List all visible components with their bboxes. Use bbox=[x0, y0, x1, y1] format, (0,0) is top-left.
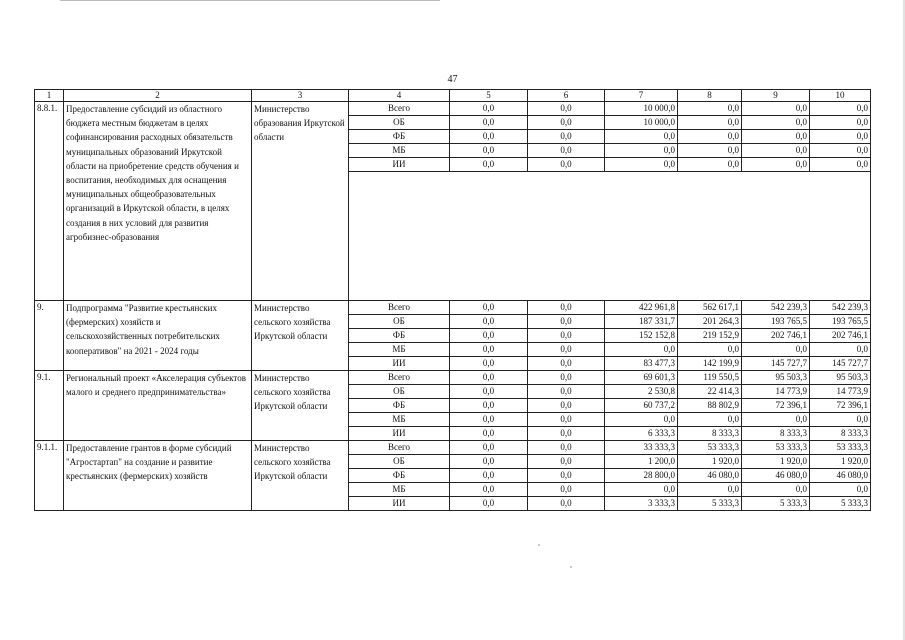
amount-cell: 0,0 bbox=[605, 343, 678, 357]
amount-cell: 0,0 bbox=[450, 343, 528, 357]
table-row bbox=[35, 371, 871, 385]
amount-cell: 422 961,8 bbox=[605, 301, 678, 315]
amount-cell: 542 239,3 bbox=[810, 301, 871, 315]
amount-cell: 0,0 bbox=[528, 357, 605, 371]
column-header: 6 bbox=[528, 90, 605, 102]
amount-cell: 0,0 bbox=[528, 329, 605, 343]
funding-source: ОБ bbox=[349, 315, 450, 329]
amount-cell: 95 503,3 bbox=[810, 371, 871, 385]
amount-cell: 202 746,1 bbox=[810, 329, 871, 343]
amount-cell: 5 333,3 bbox=[678, 497, 742, 511]
amount-cell: 0,0 bbox=[605, 130, 678, 144]
funding-source: ИИ bbox=[349, 158, 450, 172]
funding-source: ОБ bbox=[349, 385, 450, 399]
amount-cell: 0,0 bbox=[678, 102, 742, 116]
amount-cell: 1 920,0 bbox=[742, 455, 810, 469]
amount-cell: 0,0 bbox=[450, 497, 528, 511]
amount-cell: 1 200,0 bbox=[605, 455, 678, 469]
funding-source: ИИ bbox=[349, 497, 450, 511]
funding-source: МБ bbox=[349, 144, 450, 158]
amount-cell: 0,0 bbox=[450, 329, 528, 343]
amount-cell: 542 239,3 bbox=[742, 301, 810, 315]
amount-cell: 0,0 bbox=[605, 158, 678, 172]
amount-cell: 0,0 bbox=[605, 144, 678, 158]
amount-cell: 0,0 bbox=[450, 102, 528, 116]
column-header: 7 bbox=[605, 90, 678, 102]
amount-cell: 53 333,3 bbox=[678, 441, 742, 455]
amount-cell: 0,0 bbox=[810, 102, 871, 116]
amount-cell: 8 333,3 bbox=[742, 427, 810, 441]
amount-cell: 28 800,0 bbox=[605, 469, 678, 483]
amount-cell: 14 773,9 bbox=[810, 385, 871, 399]
budget-table bbox=[34, 89, 871, 511]
funding-source: Всего bbox=[349, 301, 450, 315]
amount-cell: 0,0 bbox=[528, 413, 605, 427]
table-row bbox=[35, 441, 871, 455]
amount-cell: 0,0 bbox=[742, 116, 810, 130]
amount-cell: 0,0 bbox=[810, 116, 871, 130]
amount-cell: 10 000,0 bbox=[605, 102, 678, 116]
amount-cell: 0,0 bbox=[528, 497, 605, 511]
amount-cell: 0,0 bbox=[528, 469, 605, 483]
amount-cell: 0,0 bbox=[450, 116, 528, 130]
funding-source: ИИ bbox=[349, 427, 450, 441]
amount-cell: 53 333,3 bbox=[810, 441, 871, 455]
amount-cell: 0,0 bbox=[678, 144, 742, 158]
amount-cell: 145 727,7 bbox=[742, 357, 810, 371]
row-organization: Министерство образования Иркутской области bbox=[252, 102, 349, 301]
amount-cell: 0,0 bbox=[810, 144, 871, 158]
funding-source: МБ bbox=[349, 413, 450, 427]
amount-cell: 0,0 bbox=[742, 102, 810, 116]
amount-cell: 0,0 bbox=[810, 130, 871, 144]
amount-cell: 0,0 bbox=[528, 385, 605, 399]
amount-cell: 0,0 bbox=[605, 483, 678, 497]
amount-cell: 0,0 bbox=[742, 144, 810, 158]
row-code: 9.1.1. bbox=[35, 441, 64, 511]
amount-cell: 0,0 bbox=[450, 371, 528, 385]
amount-cell: 0,0 bbox=[742, 413, 810, 427]
scan-edge-top bbox=[60, 0, 440, 1]
amount-cell: 0,0 bbox=[528, 158, 605, 172]
amount-cell: 0,0 bbox=[528, 343, 605, 357]
amount-cell: 0,0 bbox=[678, 130, 742, 144]
column-header: 5 bbox=[450, 90, 528, 102]
funding-source: Всего bbox=[349, 441, 450, 455]
amount-cell: 187 331,7 bbox=[605, 315, 678, 329]
amount-cell: 10 000,0 bbox=[605, 116, 678, 130]
amount-cell: 6 333,3 bbox=[605, 427, 678, 441]
column-header: 10 bbox=[810, 90, 871, 102]
row-organization: Министерство сельского хозяйства Иркутской области bbox=[252, 301, 349, 371]
funding-source: ФБ bbox=[349, 329, 450, 343]
amount-cell: 0,0 bbox=[810, 158, 871, 172]
table-row bbox=[35, 102, 871, 116]
row-description: Предоставление грантов в форме субсидий "Агростартап" на создание и развитие крестьянских (фермерских) хозяйств bbox=[64, 441, 252, 511]
funding-source: ИИ bbox=[349, 357, 450, 371]
row-code: 8.8.1. bbox=[35, 102, 64, 301]
amount-cell: 0,0 bbox=[678, 413, 742, 427]
amount-cell: 0,0 bbox=[528, 483, 605, 497]
page-number: 47 bbox=[447, 74, 458, 85]
amount-cell: 0,0 bbox=[450, 301, 528, 315]
amount-cell: 0,0 bbox=[742, 130, 810, 144]
amount-cell: 5 333,3 bbox=[742, 497, 810, 511]
amount-cell: 0,0 bbox=[450, 469, 528, 483]
amount-cell: 0,0 bbox=[450, 130, 528, 144]
amount-cell: 142 199,9 bbox=[678, 357, 742, 371]
column-header-row bbox=[35, 90, 871, 102]
amount-cell: 83 477,3 bbox=[605, 357, 678, 371]
amount-cell: 0,0 bbox=[450, 399, 528, 413]
amount-cell: 0,0 bbox=[528, 315, 605, 329]
amount-cell: 0,0 bbox=[605, 413, 678, 427]
amount-cell: 33 333,3 bbox=[605, 441, 678, 455]
amount-cell: 72 396,1 bbox=[742, 399, 810, 413]
funding-source: ФБ bbox=[349, 130, 450, 144]
amount-cell: 0,0 bbox=[810, 413, 871, 427]
amount-cell: 0,0 bbox=[528, 130, 605, 144]
amount-cell: 0,0 bbox=[742, 158, 810, 172]
amount-cell: 0,0 bbox=[450, 455, 528, 469]
amount-cell: 0,0 bbox=[450, 385, 528, 399]
amount-cell: 0,0 bbox=[528, 102, 605, 116]
amount-cell: 0,0 bbox=[450, 483, 528, 497]
amount-cell: 0,0 bbox=[810, 343, 871, 357]
amount-cell: 0,0 bbox=[678, 158, 742, 172]
amount-cell: 152 152,8 bbox=[605, 329, 678, 343]
amount-cell: 0,0 bbox=[450, 315, 528, 329]
amount-cell: 0,0 bbox=[450, 427, 528, 441]
amount-cell: 69 601,3 bbox=[605, 371, 678, 385]
amount-cell: 0,0 bbox=[450, 158, 528, 172]
amount-cell: 0,0 bbox=[528, 144, 605, 158]
column-header: 2 bbox=[64, 90, 252, 102]
amount-cell: 8 333,3 bbox=[678, 427, 742, 441]
funding-source: Всего bbox=[349, 371, 450, 385]
amount-cell: 0,0 bbox=[678, 483, 742, 497]
amount-cell: 1 920,0 bbox=[678, 455, 742, 469]
amount-cell: 5 333,3 bbox=[810, 497, 871, 511]
amount-cell: 8 333,3 bbox=[810, 427, 871, 441]
table-row bbox=[35, 301, 871, 315]
column-header: 8 bbox=[678, 90, 742, 102]
amount-cell: 72 396,1 bbox=[810, 399, 871, 413]
column-header: 9 bbox=[742, 90, 810, 102]
amount-cell: 0,0 bbox=[450, 144, 528, 158]
row-description: Подпрограмма "Развитие крестьянских (фермерских) хозяйств и сельскохозяйственных потребительских кооперативов" на 2021 - 2024 годы bbox=[64, 301, 252, 371]
amount-cell: 119 550,5 bbox=[678, 371, 742, 385]
amount-cell: 46 080,0 bbox=[678, 469, 742, 483]
amount-cell: 0,0 bbox=[528, 371, 605, 385]
row-organization: Министерство сельского хозяйства Иркутской области bbox=[252, 371, 349, 441]
amount-cell: 0,0 bbox=[528, 116, 605, 130]
amount-cell: 0,0 bbox=[528, 399, 605, 413]
row-code: 9. bbox=[35, 301, 64, 371]
amount-cell: 0,0 bbox=[810, 483, 871, 497]
amount-cell: 46 080,0 bbox=[810, 469, 871, 483]
empty-cell bbox=[349, 172, 871, 301]
amount-cell: 0,0 bbox=[528, 441, 605, 455]
funding-source: ФБ bbox=[349, 399, 450, 413]
amount-cell: 0,0 bbox=[528, 301, 605, 315]
amount-cell: 0,0 bbox=[528, 427, 605, 441]
amount-cell: 95 503,3 bbox=[742, 371, 810, 385]
amount-cell: 145 727,7 bbox=[810, 357, 871, 371]
budget-table-body bbox=[35, 90, 871, 511]
amount-cell: 562 617,1 bbox=[678, 301, 742, 315]
amount-cell: 0,0 bbox=[742, 343, 810, 357]
amount-cell: 1 920,0 bbox=[810, 455, 871, 469]
amount-cell: 0,0 bbox=[678, 343, 742, 357]
row-description: Региональный проект «Акселерация субъектов малого и среднего предпринимательства» bbox=[64, 371, 252, 441]
amount-cell: 0,0 bbox=[450, 357, 528, 371]
amount-cell: 202 746,1 bbox=[742, 329, 810, 343]
amount-cell: 219 152,9 bbox=[678, 329, 742, 343]
amount-cell: 0,0 bbox=[678, 116, 742, 130]
amount-cell: 2 530,8 bbox=[605, 385, 678, 399]
column-header: 4 bbox=[349, 90, 450, 102]
amount-cell: 193 765,5 bbox=[742, 315, 810, 329]
amount-cell: 0,0 bbox=[742, 483, 810, 497]
amount-cell: 14 773,9 bbox=[742, 385, 810, 399]
funding-source: ФБ bbox=[349, 469, 450, 483]
funding-source: МБ bbox=[349, 483, 450, 497]
column-header: 3 bbox=[252, 90, 349, 102]
amount-cell: 53 333,3 bbox=[742, 441, 810, 455]
row-code: 9.1. bbox=[35, 371, 64, 441]
amount-cell: 46 080,0 bbox=[742, 469, 810, 483]
amount-cell: 201 264,3 bbox=[678, 315, 742, 329]
scan-speck bbox=[570, 566, 572, 568]
column-header: 1 bbox=[35, 90, 64, 102]
amount-cell: 22 414,3 bbox=[678, 385, 742, 399]
amount-cell: 3 333,3 bbox=[605, 497, 678, 511]
row-description: Предоставление субсидий из областного бюджета местным бюджетам в целях софинансирования расходных обязательств муниципальных образований Иркутской области на приобретение средств обучения и воспитания, необходимых для оснащения муниципальных общеобразовательных организаций в Иркутской области, в целях создания в них условий для развития агробизнес-образования bbox=[64, 102, 252, 301]
amount-cell: 0,0 bbox=[450, 441, 528, 455]
amount-cell: 193 765,5 bbox=[810, 315, 871, 329]
funding-source: ОБ bbox=[349, 116, 450, 130]
funding-source: МБ bbox=[349, 343, 450, 357]
amount-cell: 0,0 bbox=[528, 455, 605, 469]
funding-source: Всего bbox=[349, 102, 450, 116]
scan-speck bbox=[538, 544, 540, 546]
amount-cell: 60 737,2 bbox=[605, 399, 678, 413]
funding-source: ОБ bbox=[349, 455, 450, 469]
row-organization: Министерство сельского хозяйства Иркутской области bbox=[252, 441, 349, 511]
amount-cell: 0,0 bbox=[450, 413, 528, 427]
amount-cell: 88 802,9 bbox=[678, 399, 742, 413]
